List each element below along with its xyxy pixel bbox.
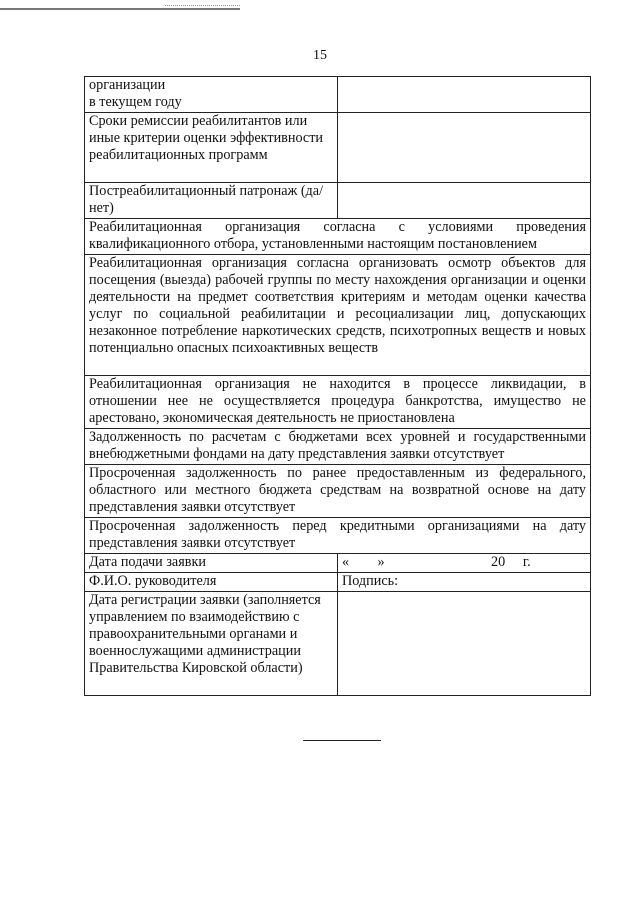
submission-date-label: Дата подачи заявки: [85, 554, 338, 573]
row-value[interactable]: [338, 113, 591, 183]
director-name-label: Ф.И.О. руководителя: [85, 573, 338, 592]
row-statement: Просроченная задолженность перед кредитными организациями на дату представления заявки отсутствует: [85, 518, 591, 554]
row-label: Постреабилитационный патронаж (да/нет): [85, 183, 338, 219]
row-value[interactable]: [338, 183, 591, 219]
signature-field[interactable]: Подпись:: [338, 573, 591, 592]
table-row: [85, 376, 591, 429]
table-row: [85, 113, 591, 183]
row-statement: Реабилитационная организация не находится в процессе ликвидации, в отношении нее не осуществляется процедура банкротства, имущество не арестовано, экономическая деятельность не приостановлена: [85, 376, 591, 429]
registration-date-field[interactable]: [338, 592, 591, 696]
table-row: [85, 77, 591, 113]
closing-rule: [303, 740, 381, 741]
submission-date-field[interactable]: « » 20 г.: [338, 554, 591, 573]
row-value[interactable]: [338, 77, 591, 113]
table-row: [85, 255, 591, 376]
row-statement: Задолженность по расчетам с бюджетами всех уровней и государственными внебюджетными фондами на дату представления заявки отсутствует: [85, 429, 591, 465]
table-row: [85, 219, 591, 255]
table-row: [85, 183, 591, 219]
table-row: [85, 573, 591, 592]
row-statement: Реабилитационная организация согласна организовать осмотр объектов для посещения (выезда) рабочей группы по месту нахождения организации и оценки деятельности на предмет соответствия критериям и методам оценки качества услуг по социальной реабилитации и ресоциализации лиц, допускающих незаконное потребление наркотических средств, психотропных веществ и новых потенциально опасных психоактивных веществ: [85, 255, 591, 376]
row-statement: Реабилитационная организация согласна с условиями проведения квалификационного отбора, установленными настоящим постановлением: [85, 219, 591, 255]
page-number: 15: [313, 48, 327, 63]
row-statement: Просроченная задолженность по ранее предоставленным из федерального, областного или местного бюджета средствам на возвратной основе на дату представления заявки отсутствует: [85, 465, 591, 518]
table-row: [85, 518, 591, 554]
header-rule: [0, 8, 240, 10]
table-row: [85, 465, 591, 518]
table-row: [85, 429, 591, 465]
row-label: организации в текущем году: [85, 77, 338, 113]
table-row: [85, 554, 591, 573]
header-rule-dotted: [165, 5, 240, 6]
application-form-table: [84, 76, 591, 696]
registration-date-label: Дата регистрации заявки (заполняется управлением по взаимодействию с правоохранительными органами и военнослужащими администрации Правительства Кировской области): [85, 592, 338, 696]
table-row: [85, 592, 591, 696]
row-label: Сроки ремиссии реабилитантов или иные критерии оценки эффективности реабилитационных программ: [85, 113, 338, 183]
